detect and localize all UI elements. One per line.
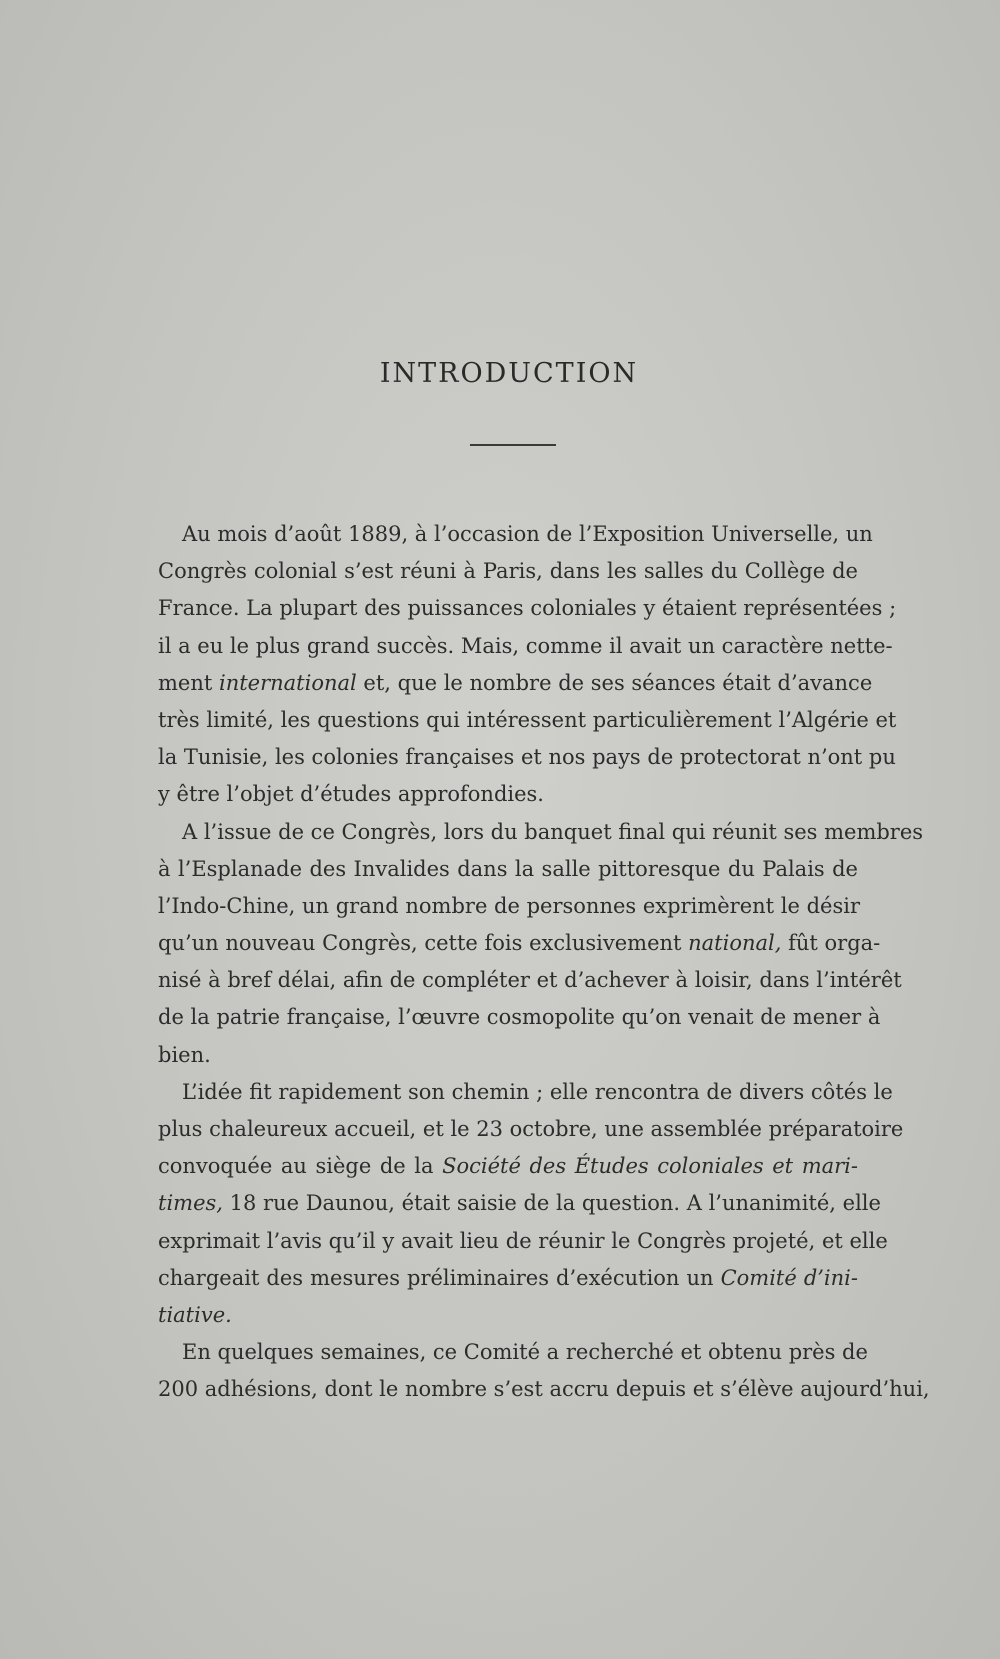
text-line: [158, 1297, 858, 1334]
text-line: nisé à bref délai, afin de compléter et d’achever à loisir, dans l’intérêt: [158, 968, 902, 993]
italic-text: international: [218, 670, 357, 695]
text-line: France. La plupart des puissances coloniales y étaient représentées ;: [158, 596, 897, 621]
text-line: très limité, les questions qui intéressent particulièrement l’Algérie et: [158, 707, 897, 732]
text-line: bien.: [158, 1042, 211, 1067]
italic-text: Société des Études coloniales et mari-: [442, 1154, 858, 1179]
text-line: Congrès colonial s’est réuni à Paris, dans les salles du Collège de: [158, 559, 858, 584]
text-line: 200 adhésions, dont le nombre s’est accru depuis et s’élève aujourd’hui,: [158, 1377, 930, 1402]
text-line: chargeait des mesures préliminaires d’exécution un Comité d’ini-: [158, 1265, 858, 1290]
paragraph: [158, 814, 924, 1074]
paragraph: [158, 1334, 930, 1408]
text-line: times, 18 rue Daunou, était saisie de la question. A l’unanimité, elle: [158, 1191, 881, 1216]
text-line: L’idée fit rapidement son chemin ; elle rencontra de divers côtés le: [182, 1079, 893, 1104]
text-line: ment international et, que le nombre de ses séances était d’avance: [158, 670, 873, 695]
paragraph: [158, 516, 897, 814]
text-line: plus chaleureux accueil, et le 23 octobre, une assemblée préparatoire: [158, 1117, 904, 1141]
text-line: exprimait l’avis qu’il y avait lieu de réunir le Congrès projeté, et elle: [158, 1228, 888, 1253]
text-line: qu’un nouveau Congrès, cette fois exclusivement national, fût orga-: [158, 931, 881, 956]
text-line: l’Indo-Chine, un grand nombre de personnes exprimèrent le désir: [158, 893, 860, 918]
title-rule: [470, 444, 556, 446]
text-line: il a eu le plus grand succès. Mais, comme il avait un caractère nette-: [158, 633, 893, 658]
text-line: la Tunisie, les colonies françaises et nos pays de protectorat n’ont pu: [158, 745, 896, 770]
text-line: de la patrie française, l’œuvre cosmopolite qu’on venait de mener à: [158, 1005, 881, 1030]
italic-text: times,: [158, 1191, 223, 1216]
text-line: y être l’objet d’études approfondies.: [158, 782, 544, 807]
page-title: INTRODUCTION: [379, 358, 639, 389]
text-line: à l’Esplanade des Invalides dans la salle pittoresque du Palais de: [158, 856, 858, 881]
text-line: Au mois d’août 1889, à l’occasion de l’Exposition Universelle, un: [182, 522, 873, 546]
body-text: [158, 516, 930, 1409]
paragraph: [158, 1074, 904, 1334]
text-line: En quelques semaines, ce Comité a recherché et obtenu près de: [182, 1340, 868, 1365]
italic-text: national,: [688, 931, 782, 956]
text-line: convoquée au siège de la Société des Études coloniales et mari-: [158, 1154, 858, 1179]
italic-text: tiative.: [158, 1302, 232, 1327]
italic-text: Comité d’ini-: [720, 1265, 858, 1290]
text-line: A l’issue de ce Congrès, lors du banquet final qui réunit ses membres: [182, 819, 924, 844]
